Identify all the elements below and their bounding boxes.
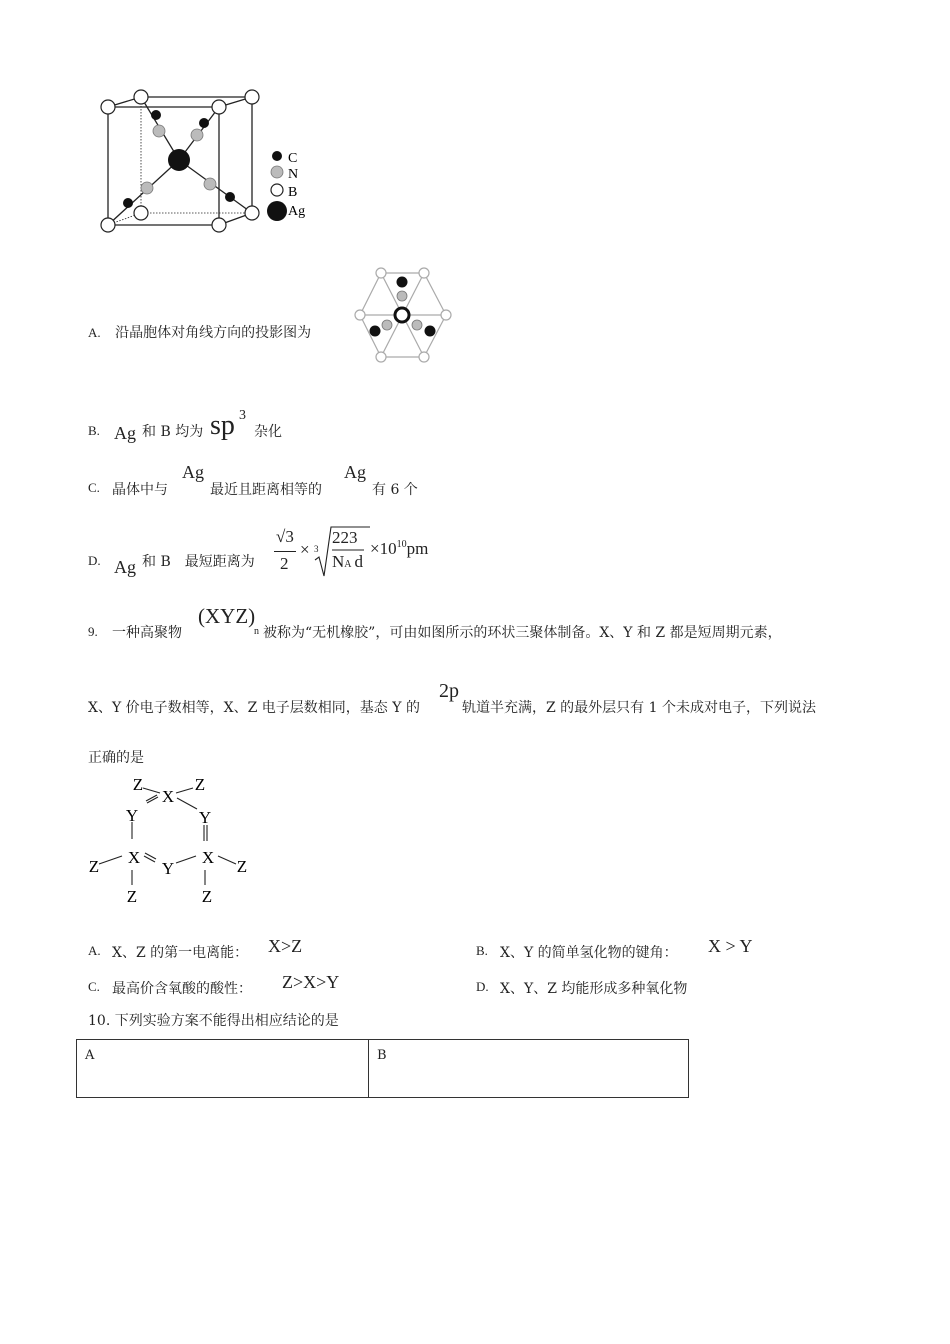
table-cell-b: B xyxy=(369,1040,689,1098)
legend-ag-label: Ag xyxy=(288,204,306,219)
atom-x: X xyxy=(201,848,215,867)
atom-y: Y xyxy=(125,806,139,825)
atom-z: Z xyxy=(126,887,138,906)
atom-z: Z xyxy=(201,887,213,906)
q8-option-a: A. 沿晶胞体对角线方向的投影图为 xyxy=(88,325,312,341)
q10-title: 10. 下列实验方案不能得出相应结论的是 xyxy=(88,1013,339,1029)
legend-b-label: B xyxy=(288,185,298,200)
ring-trimer-structure xyxy=(84,772,264,912)
legend-c-label: C xyxy=(288,151,298,166)
power-of-ten: $\times 10^{10}pm$ xyxy=(370,539,429,558)
atom-x: X xyxy=(161,787,175,806)
q9-line-3: 正确的是 xyxy=(88,750,144,766)
atom-z: Z xyxy=(132,775,144,794)
crystal-cell-figure xyxy=(90,80,330,240)
q8-option-d: D. Ag 和 B 最短距离为 √3 2 × 3 223 NA d $\times 10^{10}pm$ xyxy=(88,524,448,584)
table-row xyxy=(77,1040,689,1098)
atom-y: Y xyxy=(198,808,212,827)
atom-z: Z xyxy=(236,857,248,876)
atom-z: Z xyxy=(88,857,100,876)
atom-z: Z xyxy=(194,775,206,794)
atom-x: X xyxy=(127,848,141,867)
table-cell-a: A xyxy=(77,1040,369,1098)
atom-y: Y xyxy=(161,859,175,878)
legend-n-label: N xyxy=(288,167,299,182)
fraction-bar xyxy=(274,551,296,552)
q10-table xyxy=(76,1039,689,1098)
inner-denominator: NA d xyxy=(332,552,364,571)
projection-figure xyxy=(350,264,456,366)
